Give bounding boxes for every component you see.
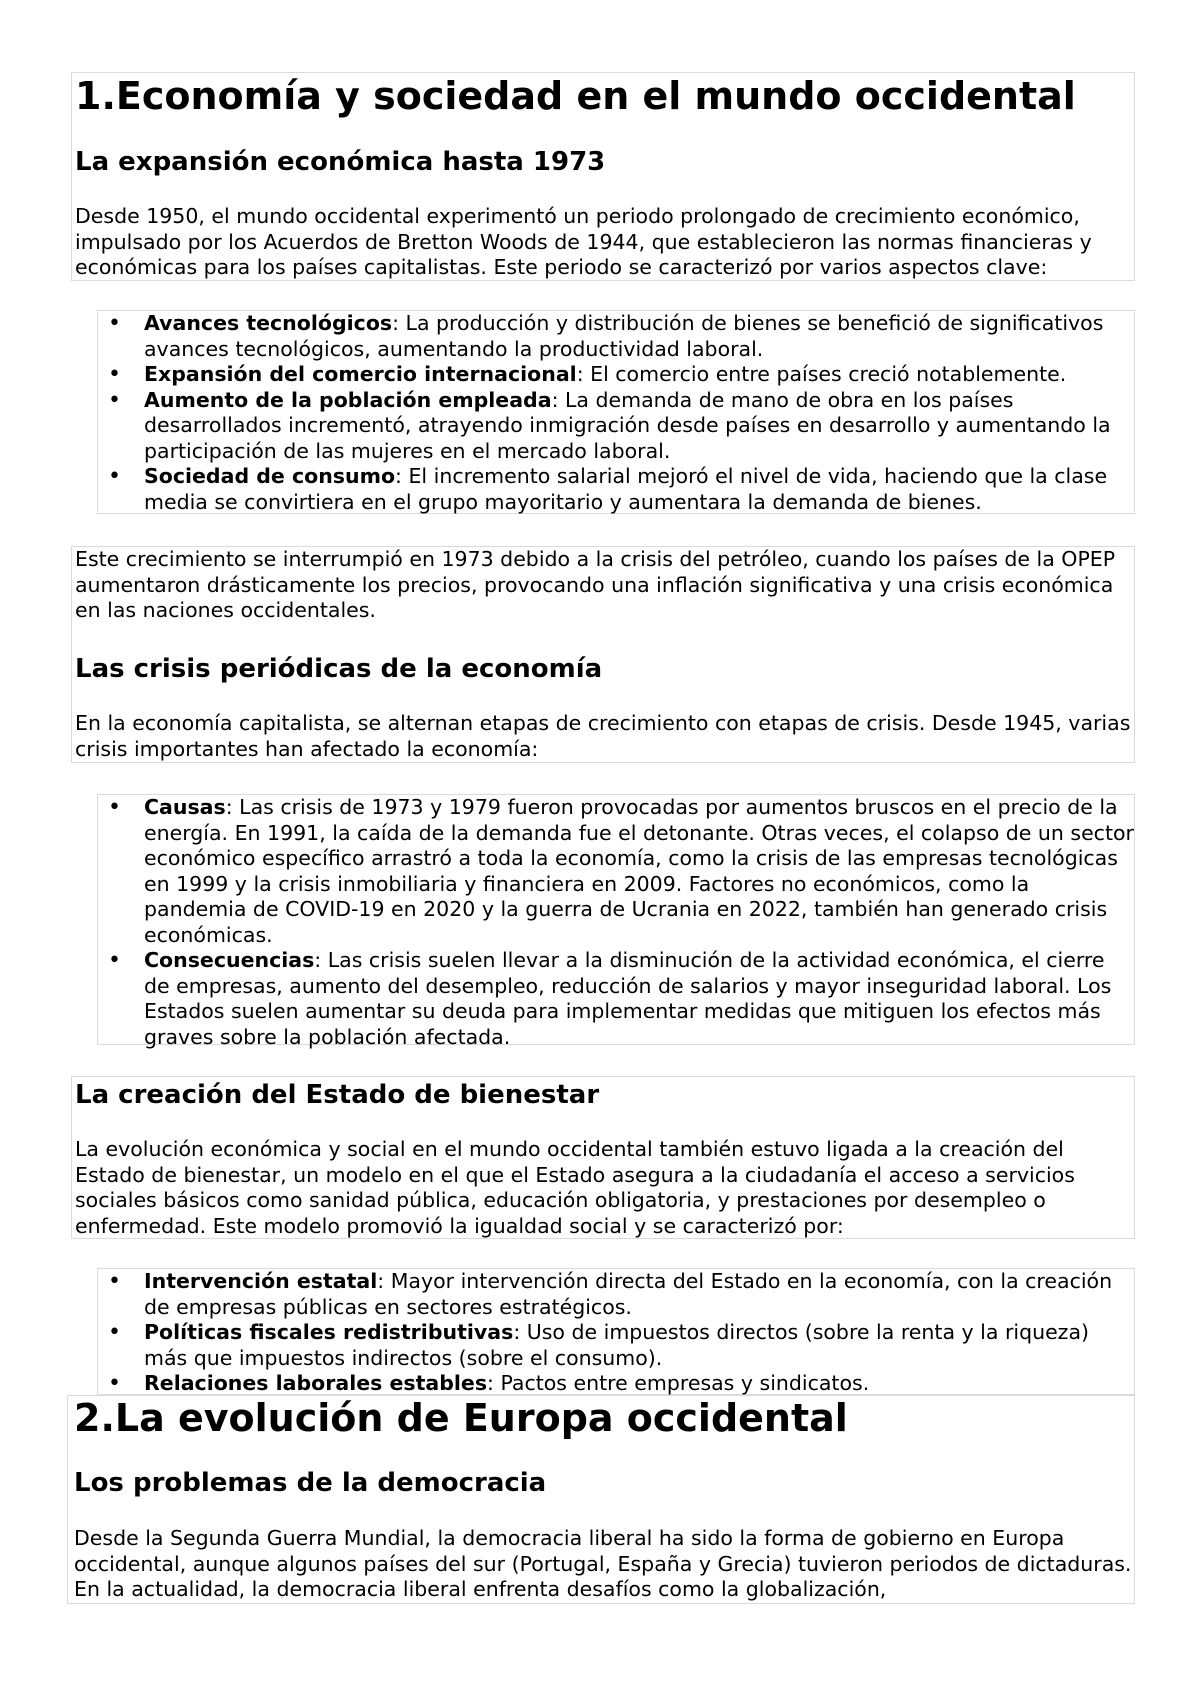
- paragraph-welfare: La evolución económica y social en el mundo occidental también estuvo ligada a la creación del Estado de bienestar, un modelo en el que el Estado asegura a la ciudadanía el acceso a servicios sociales básicos como sanidad pública, educación obligatoria, y prestaciones por desempleo o enfermedad. Este modelo promovió la igualdad social y se caracterizó por:: [75, 1137, 1075, 1238]
- list-item-term: Causas: [144, 795, 226, 819]
- list-item: [98, 362, 1132, 388]
- list-item: [98, 948, 1134, 1050]
- list-item-text: : Uso de impuestos directos (sobre la renta y la riqueza) más que impuestos indirectos (sobre el consumo).: [144, 1320, 1090, 1370]
- paragraph-democracy: Desde la Segunda Guerra Mundial, la democracia liberal ha sido la forma de gobierno en Europa occidental, aunque algunos países del sur (Portugal, España y Grecia) tuvieron periodos de dictaduras. En la actualidad, la democracia liberal enfrenta desafíos como la globalización,: [74, 1526, 1132, 1601]
- section2-title: 2.La evolución de Europa occidental: [74, 1396, 848, 1440]
- list-item-text: : Las crisis de 1973 y 1979 fueron provocadas por aumentos bruscos en el precio de la energía. En 1991, la caída de la demanda fue el detonante. Otras veces, el colapso de un sector económico específico arrastró a toda la economía, como la crisis de las empresas tecnológicas en 1999 y la crisis inmobiliaria y financiera en 2009. Factores no económicos, como la pandemia de COVID-19 en 2020 y la guerra de Ucrania en 2022, también han generado crisis económicas.: [144, 795, 1134, 947]
- list3-block: [97, 1268, 1135, 1395]
- crisis-block: [71, 546, 1135, 763]
- list-item-text: : El comercio entre países creció notablemente.: [576, 362, 1067, 386]
- section1-title: 1.Economía y sociedad en el mundo occidental: [75, 74, 1076, 118]
- paragraph-periodic-crises: En la economía capitalista, se alternan etapas de crecimiento con etapas de crisis. Desde 1945, varias crisis importantes han afectado la economía:: [75, 711, 1131, 761]
- subheading-welfare: La creación del Estado de bienestar: [75, 1080, 600, 1110]
- list-item-text: : Mayor intervención directa del Estado en la economía, con la creación de empresas públicas en sectores estratégicos.: [144, 1269, 1113, 1319]
- list2-block: [97, 794, 1135, 1049]
- list-item: [98, 1320, 1134, 1371]
- section2-block: [67, 1395, 1135, 1604]
- list-item-term: Sociedad de consumo: [144, 464, 396, 488]
- list-item-text: : La producción y distribución de bienes se benefició de significativos avances tecnológicos, aumentando la productividad laboral.: [144, 311, 1104, 361]
- list-item-text: : Las crisis suelen llevar a la disminución de la actividad económica, el cierre de empresas, aumento del desempleo, reducción de salarios y mayor inseguridad laboral. Los Estados suelen aumentar su deuda para implementar medidas que mitiguen los efectos más graves sobre la población afectada.: [144, 948, 1112, 1049]
- list-welfare: [98, 1269, 1134, 1397]
- subheading-periodic-crises: Las crisis periódicas de la economía: [75, 654, 603, 684]
- list-item: [98, 1269, 1134, 1320]
- list-item-text: : La demanda de mano de obra en los países desarrollados incrementó, atrayendo inmigración desde países en desarrollo y aumentando la participación de las mujeres en el mercado laboral.: [144, 387, 1111, 463]
- welfare-block: [71, 1076, 1135, 1239]
- list-item-term: Relaciones laborales estables: [144, 1371, 488, 1395]
- list-item-term: Intervención estatal: [144, 1269, 378, 1293]
- list-item-text: : Pactos entre empresas y sindicatos.: [487, 1371, 870, 1395]
- list1-block: [97, 310, 1135, 514]
- list-item: [98, 795, 1134, 948]
- list-item-term: Expansión del comercio internacional: [144, 362, 577, 386]
- paragraph-oil-crisis: Este crecimiento se interrumpió en 1973 debido a la crisis del petróleo, cuando los países de la OPEP aumentaron drásticamente los precios, provocando una inflación significativa y una crisis económica en las naciones occidentales.: [75, 547, 1116, 622]
- section1-intro-block: [71, 72, 1135, 281]
- list-item: [98, 1371, 1134, 1397]
- list-expansion: [98, 311, 1132, 515]
- subheading-democracy: Los problemas de la democracia: [74, 1468, 547, 1498]
- list-item-term: Aumento de la población empleada: [144, 387, 552, 412]
- list-item-term: Consecuencias: [144, 948, 315, 972]
- list-item-term: Políticas fiscales redistributivas: [144, 1320, 514, 1344]
- list-item-text: : El incremento salarial mejoró el nivel de vida, haciendo que la clase media se convirtiera en el grupo mayoritario y aumentara la demanda de bienes.: [144, 464, 1108, 514]
- list-item: [98, 464, 1132, 515]
- list-crises: [98, 795, 1134, 1050]
- list-item-term: Avances tecnológicos: [144, 311, 393, 335]
- list-item: [98, 388, 1132, 465]
- subheading-expansion: La expansión económica hasta 1973: [75, 147, 606, 177]
- list-item: [98, 311, 1132, 362]
- paragraph-expansion: Desde 1950, el mundo occidental experimentó un periodo prolongado de crecimiento económico, impulsado por los Acuerdos de Bretton Woods de 1944, que establecieron las normas financieras y económicas para los países capitalistas. Este periodo se caracterizó por varios aspectos clave:: [75, 204, 1092, 279]
